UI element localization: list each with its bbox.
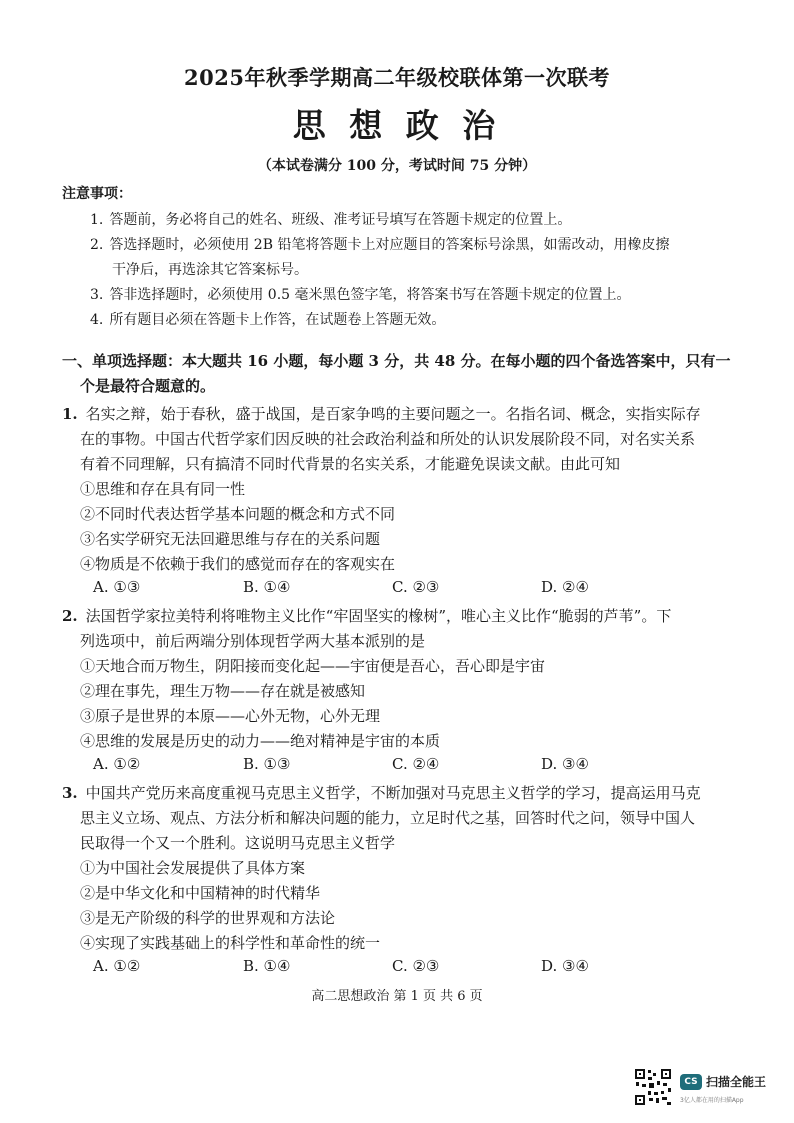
statement: ①天地合而万物生，阴阳接而变化起——宇宙便是吾心，吾心即是宇宙 bbox=[80, 657, 546, 675]
notice-heading: 注意事项： bbox=[62, 186, 132, 202]
exam-info: （本试卷满分 100 分，考试时间 75 分钟） bbox=[257, 158, 537, 174]
statement: ③名实学研究无法回避思维与存在的关系问题 bbox=[80, 530, 381, 548]
page-footer: 高二思想政治 第 1 页 共 6 页 bbox=[311, 989, 483, 1004]
question-stem: 2. 法国哲学家拉美特利将唯物主义比作“牢固坚实的橡树”，唯心主义比作“脆弱的芦苇”。下 bbox=[62, 607, 672, 625]
statement: ②不同时代表达哲学基本问题的概念和方式不同 bbox=[80, 505, 396, 523]
statement: ②理在事先，理生万物——存在就是被感知 bbox=[80, 682, 366, 700]
question-stem: 民取得一个又一个胜利。这说明马克思主义哲学 bbox=[80, 834, 396, 852]
option-a: A. ①② bbox=[93, 755, 141, 773]
notice-item: 2. 答选择题时，必须使用 2B 铅笔将答题卡上对应题目的答案标号涂黑，如需改动，用橡皮擦 bbox=[90, 237, 670, 253]
option-b: B. ①③ bbox=[243, 755, 291, 773]
question-stem: 列选项中，前后两端分别体现哲学两大基本派别的是 bbox=[80, 632, 426, 650]
option-c: C. ②③ bbox=[392, 957, 440, 975]
statement: ①为中国社会发展提供了具体方案 bbox=[80, 859, 306, 877]
notice-item: 4. 所有题目必须在答题卡上作答，在试题卷上答题无效。 bbox=[90, 312, 446, 328]
option-c: C. ②③ bbox=[392, 578, 440, 596]
statement: ①思维和存在具有同一性 bbox=[80, 480, 246, 498]
option-d: D. ③④ bbox=[541, 755, 589, 773]
section-heading-continued: 个是最符合题意的。 bbox=[80, 377, 216, 395]
watermark-tagline: 3亿人都在用的扫描App bbox=[680, 1097, 744, 1104]
notice-item-continued: 干净后，再选涂其它答案标号。 bbox=[112, 262, 308, 278]
question-stem: 3. 中国共产党历来高度重视马克思主义哲学，不断加强对马克思主义哲学的学习，提高运用马克 bbox=[62, 784, 701, 802]
exam-title: 2025年秋季学期高二年级校联体第一次联考 bbox=[184, 65, 610, 90]
option-c: C. ②④ bbox=[392, 755, 440, 773]
option-d: D. ②④ bbox=[541, 578, 589, 596]
camscanner-logo: CS bbox=[680, 1074, 702, 1090]
question-stem: 思主义立场、观点、方法分析和解决问题的能力，立足时代之基，回答时代之问，领导中国人 bbox=[80, 809, 696, 827]
subject-title: 思 想 政 治 bbox=[292, 106, 502, 145]
notice-item: 1. 答题前，务必将自己的姓名、班级、准考证号填写在答题卡规定的位置上。 bbox=[90, 212, 572, 228]
section-heading: 一、单项选择题：本大题共 16 小题，每小题 3 分，共 48 分。在每小题的四个备选答案中，只有一 bbox=[62, 352, 731, 370]
statement: ④实现了实践基础上的科学性和革命性的统一 bbox=[80, 934, 381, 952]
scanner-watermark bbox=[634, 1068, 784, 1108]
statement: ④物质是不依赖于我们的感觉而存在的客观实在 bbox=[80, 555, 396, 573]
statement: ③原子是世界的本原——心外无物，心外无理 bbox=[80, 707, 381, 725]
statement: ②是中华文化和中国精神的时代精华 bbox=[80, 884, 321, 902]
question-stem: 在的事物。中国古代哲学家们因反映的社会政治利益和所处的认识发展阶段不同，对名实关系 bbox=[80, 430, 696, 448]
statement: ④思维的发展是历史的动力——绝对精神是宇宙的本质 bbox=[80, 732, 441, 750]
qr-code-icon bbox=[634, 1068, 672, 1106]
question-stem: 有着不同理解，只有搞清不同时代背景的名实关系，才能避免误读文献。由此可知 bbox=[80, 455, 621, 473]
watermark-app-name: 扫描全能王 bbox=[706, 1075, 767, 1089]
statement: ③是无产阶级的科学的世界观和方法论 bbox=[80, 909, 336, 927]
option-d: D. ③④ bbox=[541, 957, 589, 975]
notice-item: 3. 答非选择题时，必须使用 0.5 毫米黑色签字笔，将答案书写在答题卡规定的位置上。 bbox=[90, 287, 631, 303]
option-b: B. ①④ bbox=[243, 578, 291, 596]
option-a: A. ①③ bbox=[93, 578, 141, 596]
question-stem: 1. 名实之辩，始于春秋，盛于战国，是百家争鸣的主要问题之一。名指名词、概念，实指实际存 bbox=[62, 405, 701, 423]
option-b: B. ①④ bbox=[243, 957, 291, 975]
option-a: A. ①② bbox=[93, 957, 141, 975]
